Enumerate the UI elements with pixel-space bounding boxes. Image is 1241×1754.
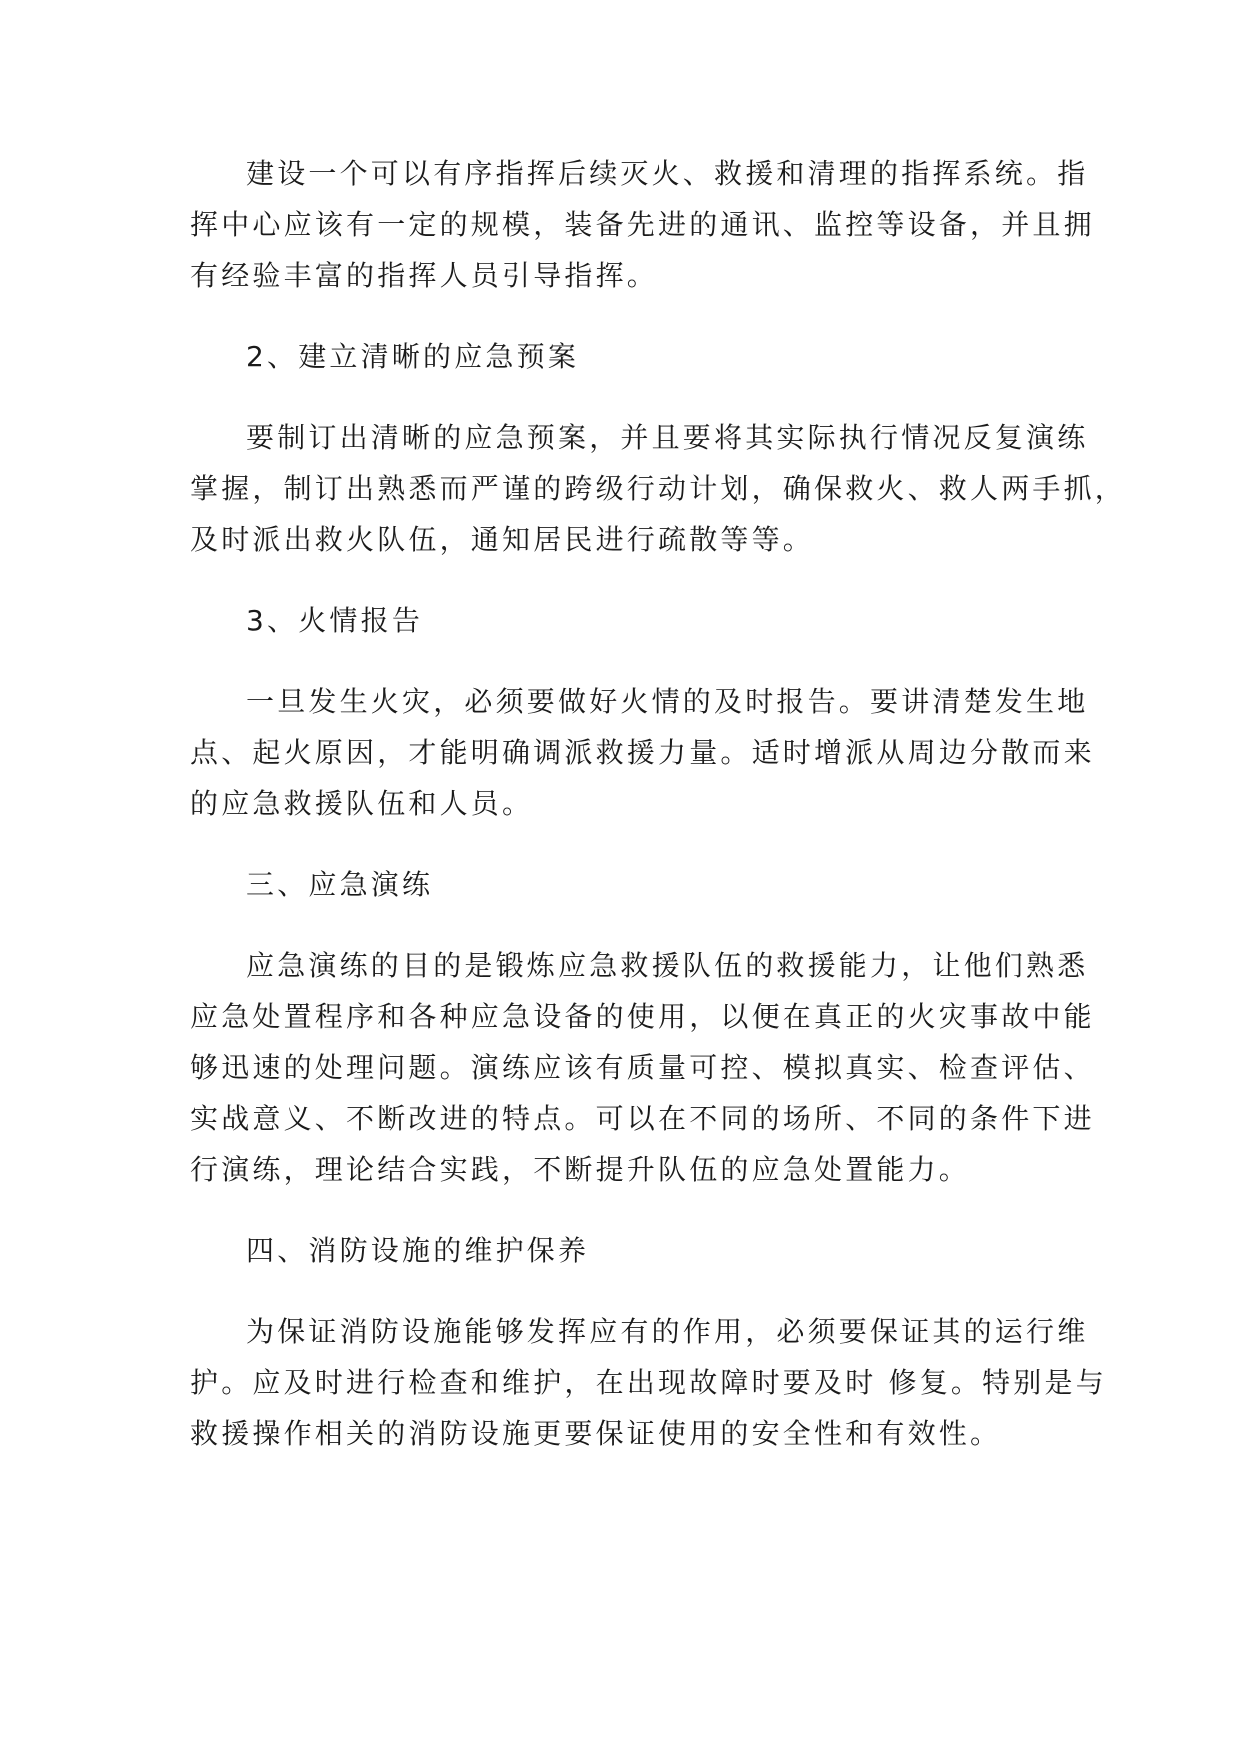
paragraph-line: 救援操作相关的消防设施更要保证使用的安全性和有效性。 <box>190 1417 1002 1450</box>
paragraph-facility-maintenance <box>190 1306 1107 1459</box>
paragraph-line: 应急演练的目的是锻炼应急救援队伍的救援能力，让他们熟悉 <box>246 949 1089 982</box>
paragraph-line: 行演练，理论结合实践，不断提升队伍的应急处置能力。 <box>190 1153 971 1186</box>
paragraph-line: 点、起火原因，才能明确调派救援力量。适时增派从周边分散而来 <box>190 736 1095 769</box>
paragraph-line: 应急处置程序和各种应急设备的使用，以便在真正的火灾事故中能 <box>190 1000 1095 1033</box>
paragraph-line: 为保证消防设施能够发挥应有的作用，必须要保证其的运行维 <box>246 1315 1089 1348</box>
section-heading-fire-report: 3、火情报告 <box>246 604 424 637</box>
paragraph-command-system <box>190 148 1095 301</box>
section-heading-emergency-plan: 2、建立清晰的应急预案 <box>246 340 580 373</box>
paragraph-line: 够迅速的处理问题。演练应该有质量可控、模拟真实、检查评估、 <box>190 1051 1095 1084</box>
section-heading-emergency-drill: 三、应急演练 <box>246 868 434 901</box>
paragraph-line: 实战意义、不断改进的特点。可以在不同的场所、不同的条件下进 <box>190 1102 1095 1135</box>
document-body <box>190 148 1127 1489</box>
paragraph-line: 的应急救援队伍和人员。 <box>190 787 534 820</box>
paragraph-line: 建设一个可以有序指挥后续灭火、救援和清理的指挥系统。指 <box>246 157 1089 190</box>
paragraph-emergency-drill <box>190 940 1095 1195</box>
paragraph-line: 有经验丰富的指挥人员引导指挥。 <box>190 259 659 292</box>
paragraph-emergency-plan <box>190 412 1127 565</box>
paragraph-line: 掌握，制订出熟悉而严谨的跨级行动计划，确保救火、救人两手抓， <box>190 472 1127 505</box>
paragraph-line: 挥中心应该有一定的规模，装备先进的通讯、监控等设备，并且拥 <box>190 208 1095 241</box>
section-heading-facility-maintenance: 四、消防设施的维护保养 <box>246 1234 590 1267</box>
paragraph-line: 一旦发生火灾，必须要做好火情的及时报告。要讲清楚发生地 <box>246 685 1089 718</box>
paragraph-line: 要制订出清晰的应急预案，并且要将其实际执行情况反复演练 <box>246 421 1089 454</box>
paragraph-fire-report <box>190 676 1095 829</box>
paragraph-line: 及时派出救火队伍，通知居民进行疏散等等。 <box>190 523 815 556</box>
paragraph-line: 护。应及时进行检查和维护，在出现故障时要及时 修复。特别是与 <box>190 1366 1107 1399</box>
